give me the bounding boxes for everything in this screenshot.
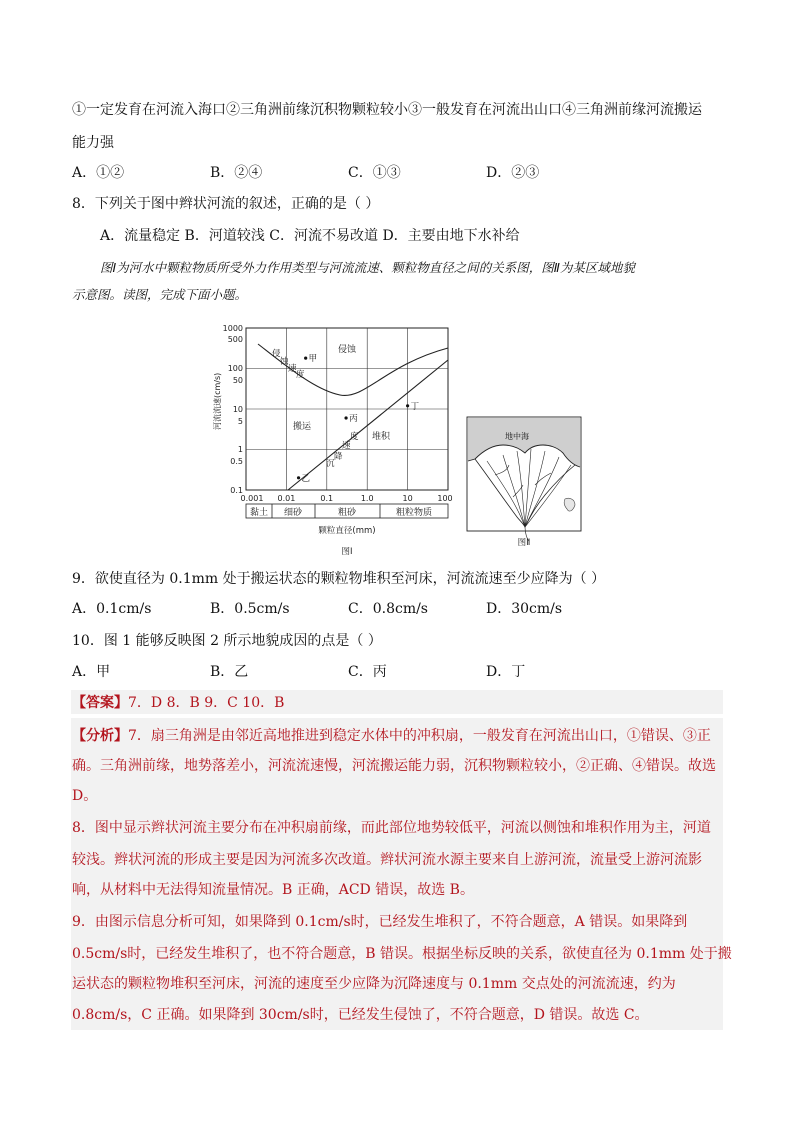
analysis-a7-text: 7．扇三角洲是由邻近高地推进到稳定水体中的冲积扇，一般发育在河流出山口，①错误、③正 — [128, 728, 711, 744]
q10-stem: 10．图 1 能够反映图 2 所示地貌成因的点是（ ） — [72, 633, 382, 649]
data-point-丙 — [344, 416, 347, 419]
data-point-乙 — [297, 476, 300, 479]
q7-option-b: B．②④ — [210, 165, 263, 181]
q7-option-c: C．①③ — [348, 165, 401, 181]
data-point-丁 — [406, 404, 409, 407]
answer-tag: 【答案】 — [72, 695, 128, 711]
q8-options: A．流量稳定 B．河道较浅 C．河流不易改道 D．主要由地下水补给 — [100, 228, 520, 244]
intro-line1: 图Ⅰ为河水中颗粒物质所受外力作用类型与河流流速、颗粒物直径之间的关系图，图Ⅱ为某区域地貌 — [100, 260, 635, 275]
x-tick: 10 — [402, 494, 413, 503]
y-tick: 100 — [227, 364, 243, 373]
settling-curve-char: 速 — [342, 441, 351, 451]
erosion-curve-char: 侵 — [272, 349, 281, 359]
figure1-chart — [200, 320, 460, 560]
data-point-label: 丁 — [410, 401, 420, 412]
y-tick: 10 — [232, 405, 243, 414]
x-tick: 0.001 — [240, 494, 264, 503]
x-tick: 0.1 — [320, 494, 334, 503]
x-tick: 100 — [437, 494, 453, 503]
data-point-label: 乙 — [301, 473, 311, 484]
q10-option-d: D．丁 — [486, 664, 526, 680]
x-category-coarse-sand: 粗砂 — [337, 508, 357, 518]
x-category-clay: 黏土 — [249, 508, 269, 518]
y-tick: 1000 — [222, 324, 243, 333]
figure1-caption: 图Ⅰ — [341, 547, 353, 557]
figure1-x-label: 颗粒直径(mm) — [318, 526, 376, 536]
y-tick: 0.5 — [230, 457, 243, 466]
answer-line — [72, 693, 284, 713]
q9-option-b: B．0.5cm/s — [210, 601, 290, 617]
q9-option-d: D．30cm/s — [486, 601, 563, 617]
data-point-label: 甲 — [308, 354, 318, 365]
analysis-a9-line3: 运状态的颗粒物堆积至河床，河流的速度至少应降为沉降速度与 0.1mm 交点处的河流流速，约为 — [72, 976, 676, 992]
figure2-caption: 图Ⅱ — [517, 538, 531, 548]
x-category-coarse-material: 粗粒物质 — [395, 508, 433, 518]
q7-stem-line1: ①一定发育在河流入海口②三角洲前缘沉积物颗粒较小③一般发育在河流出山口④三角洲前缘河流搬运 — [72, 102, 702, 118]
q9-option-c: C．0.8cm/s — [348, 601, 428, 617]
y-tick: 0.1 — [230, 486, 243, 495]
q8-stem: 8．下列关于图中辫状河流的叙述，正确的是（ ） — [72, 196, 380, 212]
figure2-map — [465, 415, 585, 550]
analysis-tag: 【分析】 — [72, 728, 128, 744]
figure1-points — [297, 354, 420, 484]
region-transport: 搬运 — [293, 422, 312, 432]
q10-option-b: B．乙 — [210, 664, 249, 680]
x-tick: 0.01 — [277, 494, 296, 503]
analysis-a7-line2: 确。三角洲前缘，地势落差小，河流流速慢，河流搬运能力弱，沉积物颗粒较小，②正确、④错误。故选 — [72, 758, 716, 774]
settling-curve-char: 沉 — [326, 459, 335, 469]
y-tick: 50 — [232, 376, 243, 385]
x-category-fine-sand: 细砂 — [283, 508, 303, 518]
q10-option-c: C．丙 — [348, 664, 387, 680]
region-erosion: 侵蚀 — [338, 345, 357, 355]
x-tick: 1.0 — [360, 494, 374, 503]
data-point-甲 — [304, 357, 307, 360]
region-deposition: 堆积 — [372, 432, 391, 442]
q7-option-a: A．①② — [72, 165, 125, 181]
y-tick: 5 — [237, 417, 243, 426]
q9-stem: 9．欲使直径为 0.1mm 处于搬运状态的颗粒物堆积至河床，河流流速至少应降为（ ） — [72, 571, 606, 587]
analysis-a8-line2: 较浅。辫状河流的形成主要是因为河流多次改道。辫状河流水源主要来自上游河流，流量受上游河流影 — [72, 852, 702, 868]
answer-text: 7．D 8．B 9．C 10．B — [128, 695, 285, 711]
analysis-a9-line1: 9．由图示信息分析可知，如果降到 0.1cm/s时，已经发生堆积了，不符合题意，A 错误。如果降到 — [72, 914, 688, 930]
intro-line2: 示意图。读图，完成下面小题。 — [72, 287, 248, 302]
settling-speed-line — [288, 360, 448, 490]
analysis-a7-line1 — [72, 726, 711, 746]
y-tick: 1 — [237, 445, 243, 454]
erosion-curve-char: 度 — [296, 370, 305, 380]
erosion-curve-char: 速 — [288, 364, 297, 374]
analysis-a9-line4: 0.8cm/s，C 正确。如果降到 30cm/s时，已经发生侵蚀了，不符合题意，D 错误。故选 C。 — [72, 1007, 649, 1023]
analysis-a9-line2: 0.5cm/s时，已经发生堆积了，也不符合题意，B 错误。根据坐标反映的关系，欲使直径为 0.1mm 处于搬 — [72, 946, 732, 962]
figure1-y-label: 河流流速(cm/s) — [213, 372, 222, 430]
y-tick: 500 — [227, 335, 243, 344]
q9-option-a: A．0.1cm/s — [72, 601, 152, 617]
erosion-curve-char: 蚀 — [280, 357, 289, 367]
settling-curve-char: 降 — [334, 452, 343, 462]
q7-option-d: D．②③ — [486, 165, 540, 181]
q10-option-a: A．甲 — [72, 664, 111, 680]
data-point-label: 丙 — [349, 413, 358, 424]
sea-label: 地中海 — [505, 432, 529, 441]
settling-curve-char: 度 — [350, 432, 359, 442]
analysis-a7-line3: D。 — [72, 788, 98, 804]
analysis-a8-line3: 响，从材料中无法得知流量情况。B 正确，ACD 错误，故选 B。 — [72, 882, 474, 898]
q7-stem-line2: 能力强 — [72, 135, 114, 151]
analysis-a8-line1: 8．图中显示辫状河流主要分布在冲积扇前缘，而此部位地势较低平，河流以侧蚀和堆积作用为主，河道 — [72, 820, 711, 836]
